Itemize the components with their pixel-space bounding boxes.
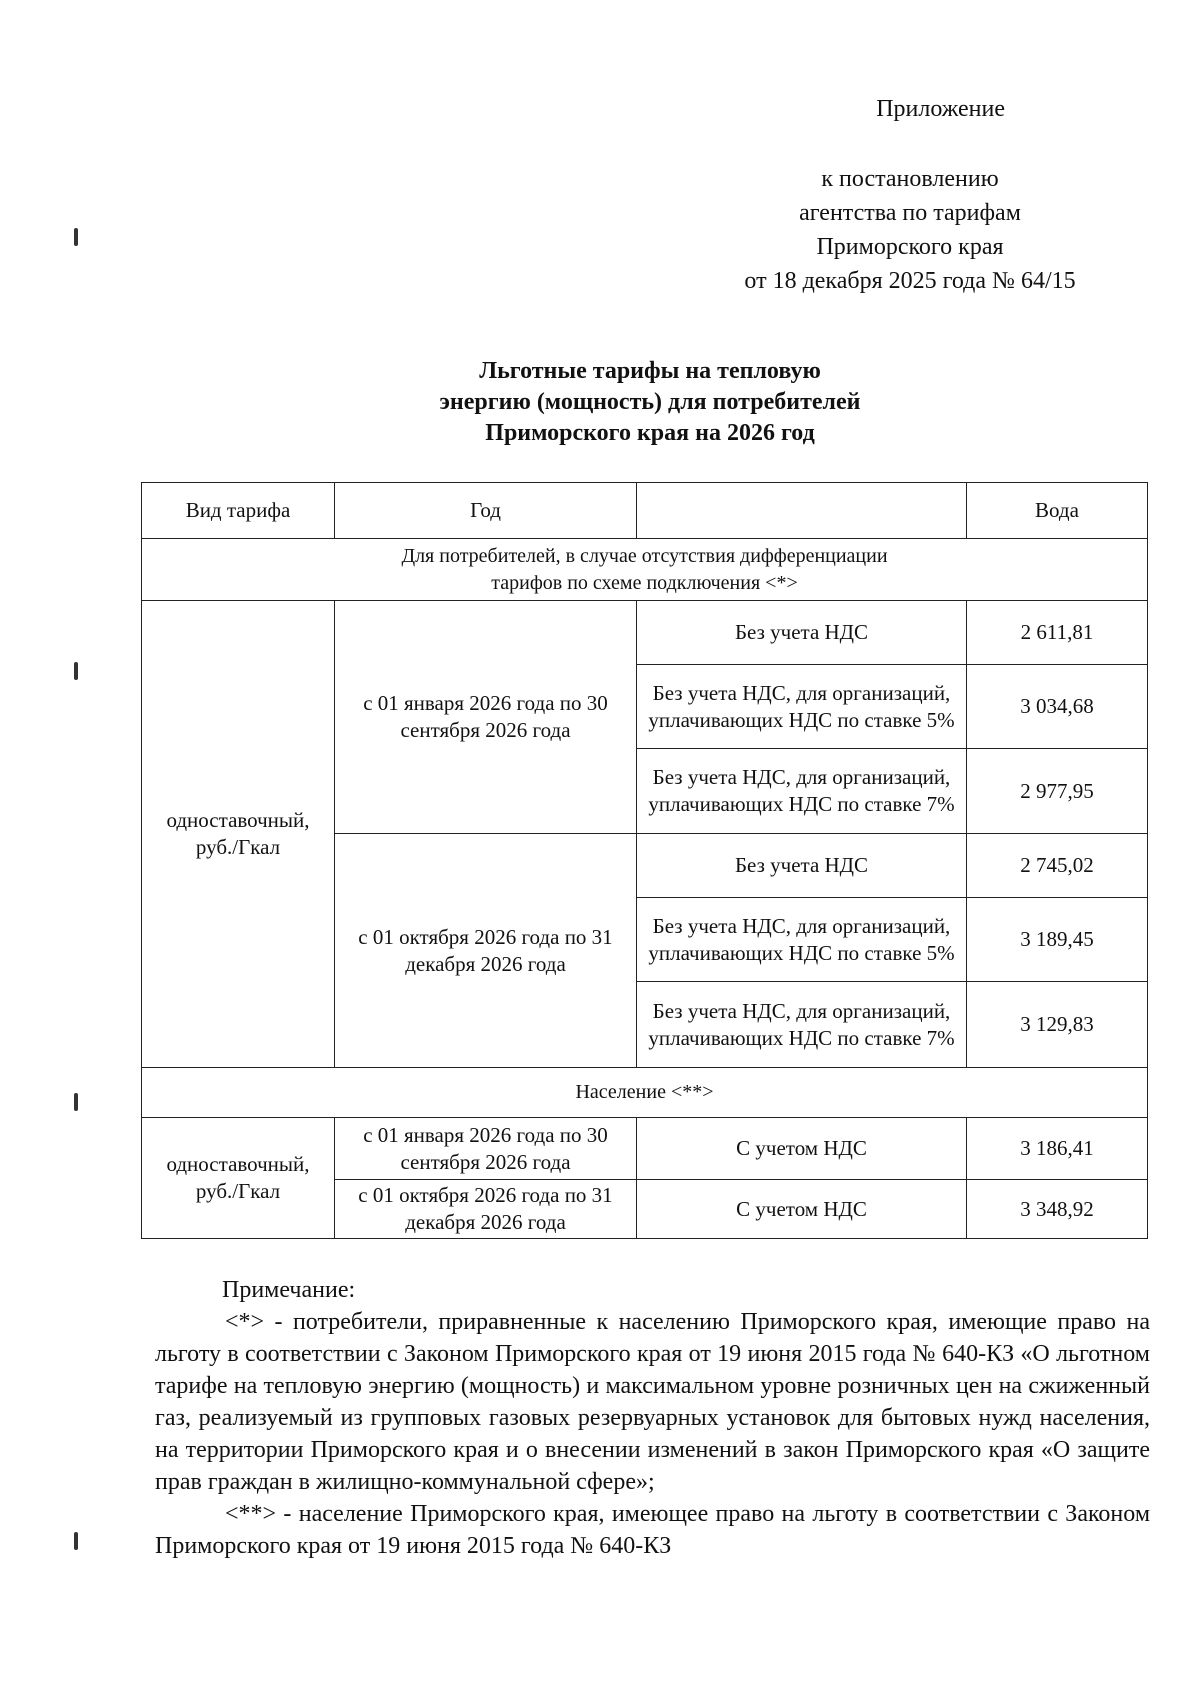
- value-cell: 3 129,83: [967, 982, 1148, 1068]
- period-cell: с 01 октября 2026 года по 31 декабря 2026 года: [335, 834, 637, 1068]
- section-row: [142, 1068, 1148, 1118]
- header-year: Год: [335, 483, 637, 539]
- section-row: [142, 539, 1148, 601]
- condition-cell: Без учета НДС: [637, 834, 967, 898]
- condition-cell: С учетом НДС: [637, 1118, 967, 1180]
- value-cell: 3 348,92: [967, 1180, 1148, 1239]
- note-item: <**> - население Приморского края, имеющее право на льготу в соответствии с Законом Приморского края от 19 июня 2015 года № 640-КЗ: [155, 1501, 1150, 1559]
- section-title-consumers: [142, 539, 1148, 601]
- condition-cell: Без учета НДС, для организаций, уплачивающих НДС по ставке 7%: [637, 749, 967, 834]
- scan-margin-mark: [74, 1093, 78, 1111]
- tariff-type-cell: одноставочный, руб./Гкал: [142, 1118, 335, 1239]
- condition-cell: С учетом НДС: [637, 1180, 967, 1239]
- period-cell: с 01 октября 2026 года по 31 декабря 2026 года: [335, 1180, 637, 1239]
- notes-block: [155, 1274, 1150, 1562]
- section-title-line: Для потребителей, в случае отсутствия дифференциации: [401, 544, 888, 567]
- value-cell: 3 186,41: [967, 1118, 1148, 1180]
- appendix-title: Приложение: [876, 96, 1005, 122]
- scan-margin-mark: [74, 228, 78, 246]
- table-header-row: [142, 483, 1148, 539]
- appendix-label: [876, 92, 1005, 126]
- note-item: <*> - потребители, приравненные к населению Приморского края, имеющие право на льготу в соответствии с Законом Приморского края от 19 июня 2015 года № 640-КЗ «О льготном тарифе на тепловую энергию (мощность) и максимальном уровне розничных цен на сжиженный газ, реализуемый из групповых газовых резервуарных установок для бытовых нужд населения, на территории Приморского края и о внесении изменений в закон Приморского края «О защите прав граждан в жилищно-коммунальной сфере»;: [155, 1309, 1150, 1495]
- title-line: Приморского края на 2026 год: [485, 420, 815, 446]
- table-row: [142, 1118, 1148, 1180]
- tariff-table: [141, 482, 1148, 1239]
- condition-cell: Без учета НДС, для организаций, уплачивающих НДС по ставке 5%: [637, 665, 967, 749]
- condition-cell: Без учета НДС: [637, 601, 967, 665]
- header-empty: [637, 483, 967, 539]
- header-tariff-type: Вид тарифа: [142, 483, 335, 539]
- scan-margin-mark: [74, 1532, 78, 1550]
- value-cell: 2 611,81: [967, 601, 1148, 665]
- approval-date-line: от 18 декабря 2025 года № 64/15: [744, 268, 1076, 294]
- approval-block: [690, 162, 1130, 298]
- title-line: Льготные тарифы на тепловую: [479, 358, 821, 384]
- period-cell: с 01 января 2026 года по 30 сентября 2026 года: [335, 601, 637, 834]
- condition-cell: Без учета НДС, для организаций, уплачивающих НДС по ставке 5%: [637, 898, 967, 982]
- section-title-population: Население <**>: [142, 1068, 1148, 1118]
- title-line: энергию (мощность) для потребителей: [439, 389, 861, 415]
- value-cell: 2 745,02: [967, 834, 1148, 898]
- document-title: [0, 356, 1200, 449]
- scan-margin-mark: [74, 662, 78, 680]
- value-cell: 2 977,95: [967, 749, 1148, 834]
- approval-line: Приморского края: [816, 234, 1004, 260]
- header-water: Вода: [967, 483, 1148, 539]
- condition-cell: Без учета НДС, для организаций, уплачивающих НДС по ставке 7%: [637, 982, 967, 1068]
- approval-line: агентства по тарифам: [799, 200, 1021, 226]
- approval-line: к постановлению: [821, 166, 999, 192]
- period-cell: с 01 января 2026 года по 30 сентября 2026 года: [335, 1118, 637, 1180]
- value-cell: 3 189,45: [967, 898, 1148, 982]
- section-title-line: тарифов по схеме подключения <*>: [491, 571, 798, 594]
- notes-label: Примечание:: [222, 1277, 356, 1303]
- tariff-type-cell: одноставочный, руб./Гкал: [142, 601, 335, 1068]
- value-cell: 3 034,68: [967, 665, 1148, 749]
- table-row: [142, 601, 1148, 665]
